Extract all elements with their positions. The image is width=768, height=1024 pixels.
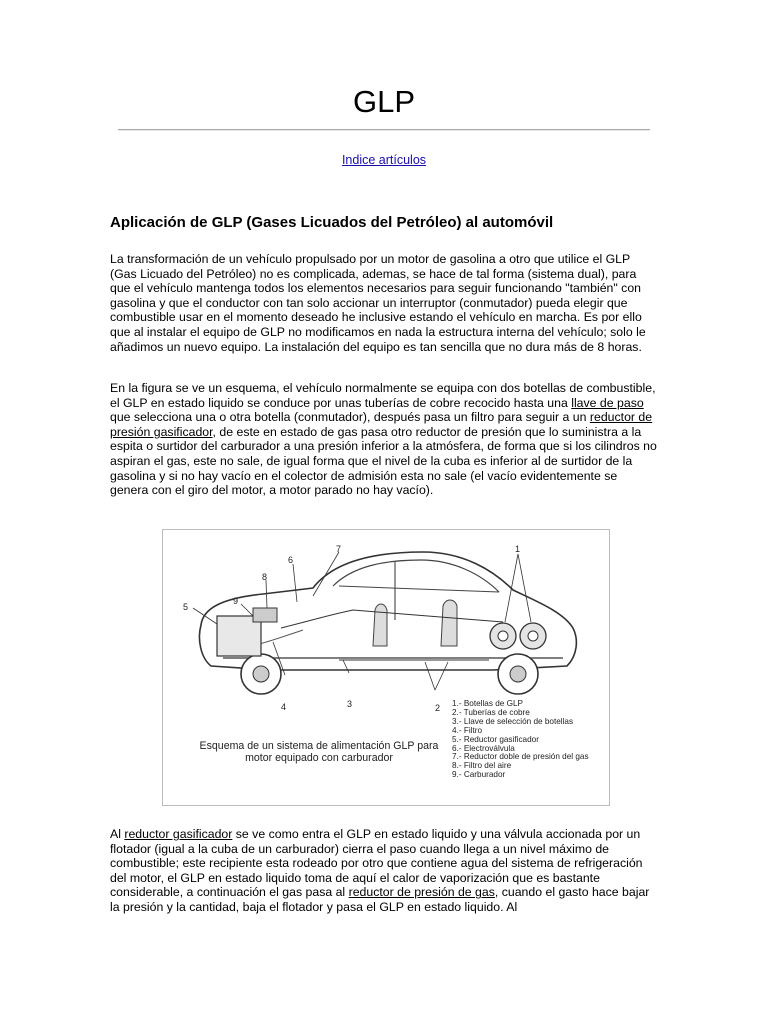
index-link-container bbox=[0, 153, 768, 167]
callout-7: 7 bbox=[336, 544, 342, 554]
callout-leader bbox=[266, 580, 267, 608]
callout-leader bbox=[425, 662, 448, 690]
page-title: GLP bbox=[352, 84, 416, 119]
legend-item: 2.- Tuberías de cobre bbox=[452, 707, 530, 717]
car-window-sill bbox=[339, 586, 499, 592]
front-wheel-hub bbox=[253, 666, 269, 682]
figure-caption: Esquema de un sistema de alimentación GLP para motor equipado con carburador bbox=[199, 740, 439, 764]
callout-6: 6 bbox=[288, 555, 294, 565]
paragraph-schema bbox=[110, 381, 658, 498]
callout-2: 2 bbox=[435, 703, 441, 713]
legend-item: 1.- Botellas de GLP bbox=[452, 699, 523, 708]
callout-leader bbox=[293, 564, 297, 602]
callout-4: 4 bbox=[281, 702, 287, 712]
callout-5: 5 bbox=[183, 602, 189, 612]
legend-item: 3.- Llave de selección de botellas bbox=[452, 716, 574, 726]
callout-leader bbox=[241, 604, 253, 616]
callout-leader bbox=[343, 660, 349, 673]
paragraph-text: , cuando el gasto hace bajar la presión y la cantidad, baja el flotador y pasa el GLP en estado liquido. Al bbox=[110, 885, 650, 914]
callout-leader bbox=[313, 552, 339, 596]
rear-seat bbox=[441, 600, 457, 646]
legend-item: 5.- Reductor gasificador bbox=[452, 734, 539, 744]
air-filter bbox=[253, 608, 277, 622]
article-heading: Aplicación de GLP (Gases Licuados del Petróleo) al automóvil bbox=[110, 214, 554, 231]
legend-item: 9.- Carburador bbox=[452, 770, 506, 780]
title-divider bbox=[118, 129, 650, 131]
link-llave-de-paso[interactable]: llave de paso bbox=[571, 395, 644, 410]
callout-leader bbox=[193, 608, 217, 624]
paragraph-intro: La transformación de un vehículo propulsado por un motor de gasolina a otro que utilice el GLP (Gas Licuado del Petróleo) no es complicada, ademas, se hace de tal forma (sistema dual), para que el vehículo mantenga todos los elementos necesarios para seguir funcionando "también" con gasolina y que el conductor con tan solo accionar un interruptor (conmutador) pueda elegir que combustible usar en el momento deseado he inclusive estando el vehículo en marcha. Es por ello que al instalar el equipo de GLP no modificamos en nada la estructura interna del vehículo; solo le añadimos un nuevo equipo. La instalación del equipo es tan sencilla que no dura más de 8 horas. bbox=[110, 252, 646, 354]
glp-bottle-cap bbox=[528, 631, 538, 641]
legend-item: 4.- Filtro bbox=[452, 725, 483, 735]
figure-legend bbox=[452, 700, 602, 780]
link-reductor-presion-gas[interactable]: reductor de presión de gas bbox=[348, 885, 495, 900]
paragraph-reductor bbox=[110, 827, 658, 915]
callout-1: 1 bbox=[515, 544, 521, 554]
legend-item: 7.- Reductor doble de presión del gas bbox=[452, 752, 589, 762]
link-reductor-presion-gasificador[interactable]: reductor de presión gasificador bbox=[110, 410, 653, 439]
paragraph-text: Al bbox=[110, 827, 125, 841]
callout-leader bbox=[505, 554, 531, 622]
index-articles-link[interactable]: Indice artículos bbox=[341, 153, 427, 167]
paragraph-text: que selecciona una o otra botella (conmutador), después pasa un filtro para seguir a un bbox=[110, 410, 590, 425]
copper-pipe bbox=[281, 610, 503, 628]
legend-item: 8.- Filtro del aire bbox=[452, 761, 512, 771]
link-reductor-gasificador[interactable]: reductor gasificador bbox=[124, 827, 233, 841]
legend-item: 6.- Electroválvula bbox=[452, 743, 515, 753]
callout-8: 8 bbox=[262, 572, 268, 582]
paragraph-text: En la figura se ve un esquema, el vehículo normalmente se equipa con dos botellas de combustible, el GLP en estado liquido se conduce por unas tuberías de cobre recocido hasta una bbox=[110, 381, 656, 410]
rear-wheel-hub bbox=[510, 666, 526, 682]
glp-bottle-cap bbox=[498, 631, 508, 641]
callout-9: 9 bbox=[233, 596, 239, 606]
paragraph-text: se ve como entra el GLP en estado liquido y una válvula accionada por un flotador (igual a la cuba de un carburador) cierra el paso cuando llega a un nivel máximo de combustible; este recipiente esta rodeado por otro que contiene agua del sistema de refrigeración del motor, el GLP en estado liquido toma de aquí el calor de vaporización que es bastante considerable, a continuación el gas pasa al bbox=[110, 827, 643, 900]
glp-system-figure bbox=[162, 529, 610, 806]
paragraph-text: , de este en estado de gas pasa otro reductor de presión que lo suministra a la espita o surtidor del carburador a una presión inferior a la atmósfera, de forma que si los cilindros no aspiran el gas, este no sale, de igual forma que el nivel de la cuba es inferior al de surtidor de la gasolina y si no hay vacío en el colector de admisión esta no sale (el vacío evidentemente se genera con el giro del motor, a motor parado no hay vacío). bbox=[110, 424, 657, 498]
callout-3: 3 bbox=[347, 699, 353, 709]
front-seat bbox=[373, 604, 387, 646]
